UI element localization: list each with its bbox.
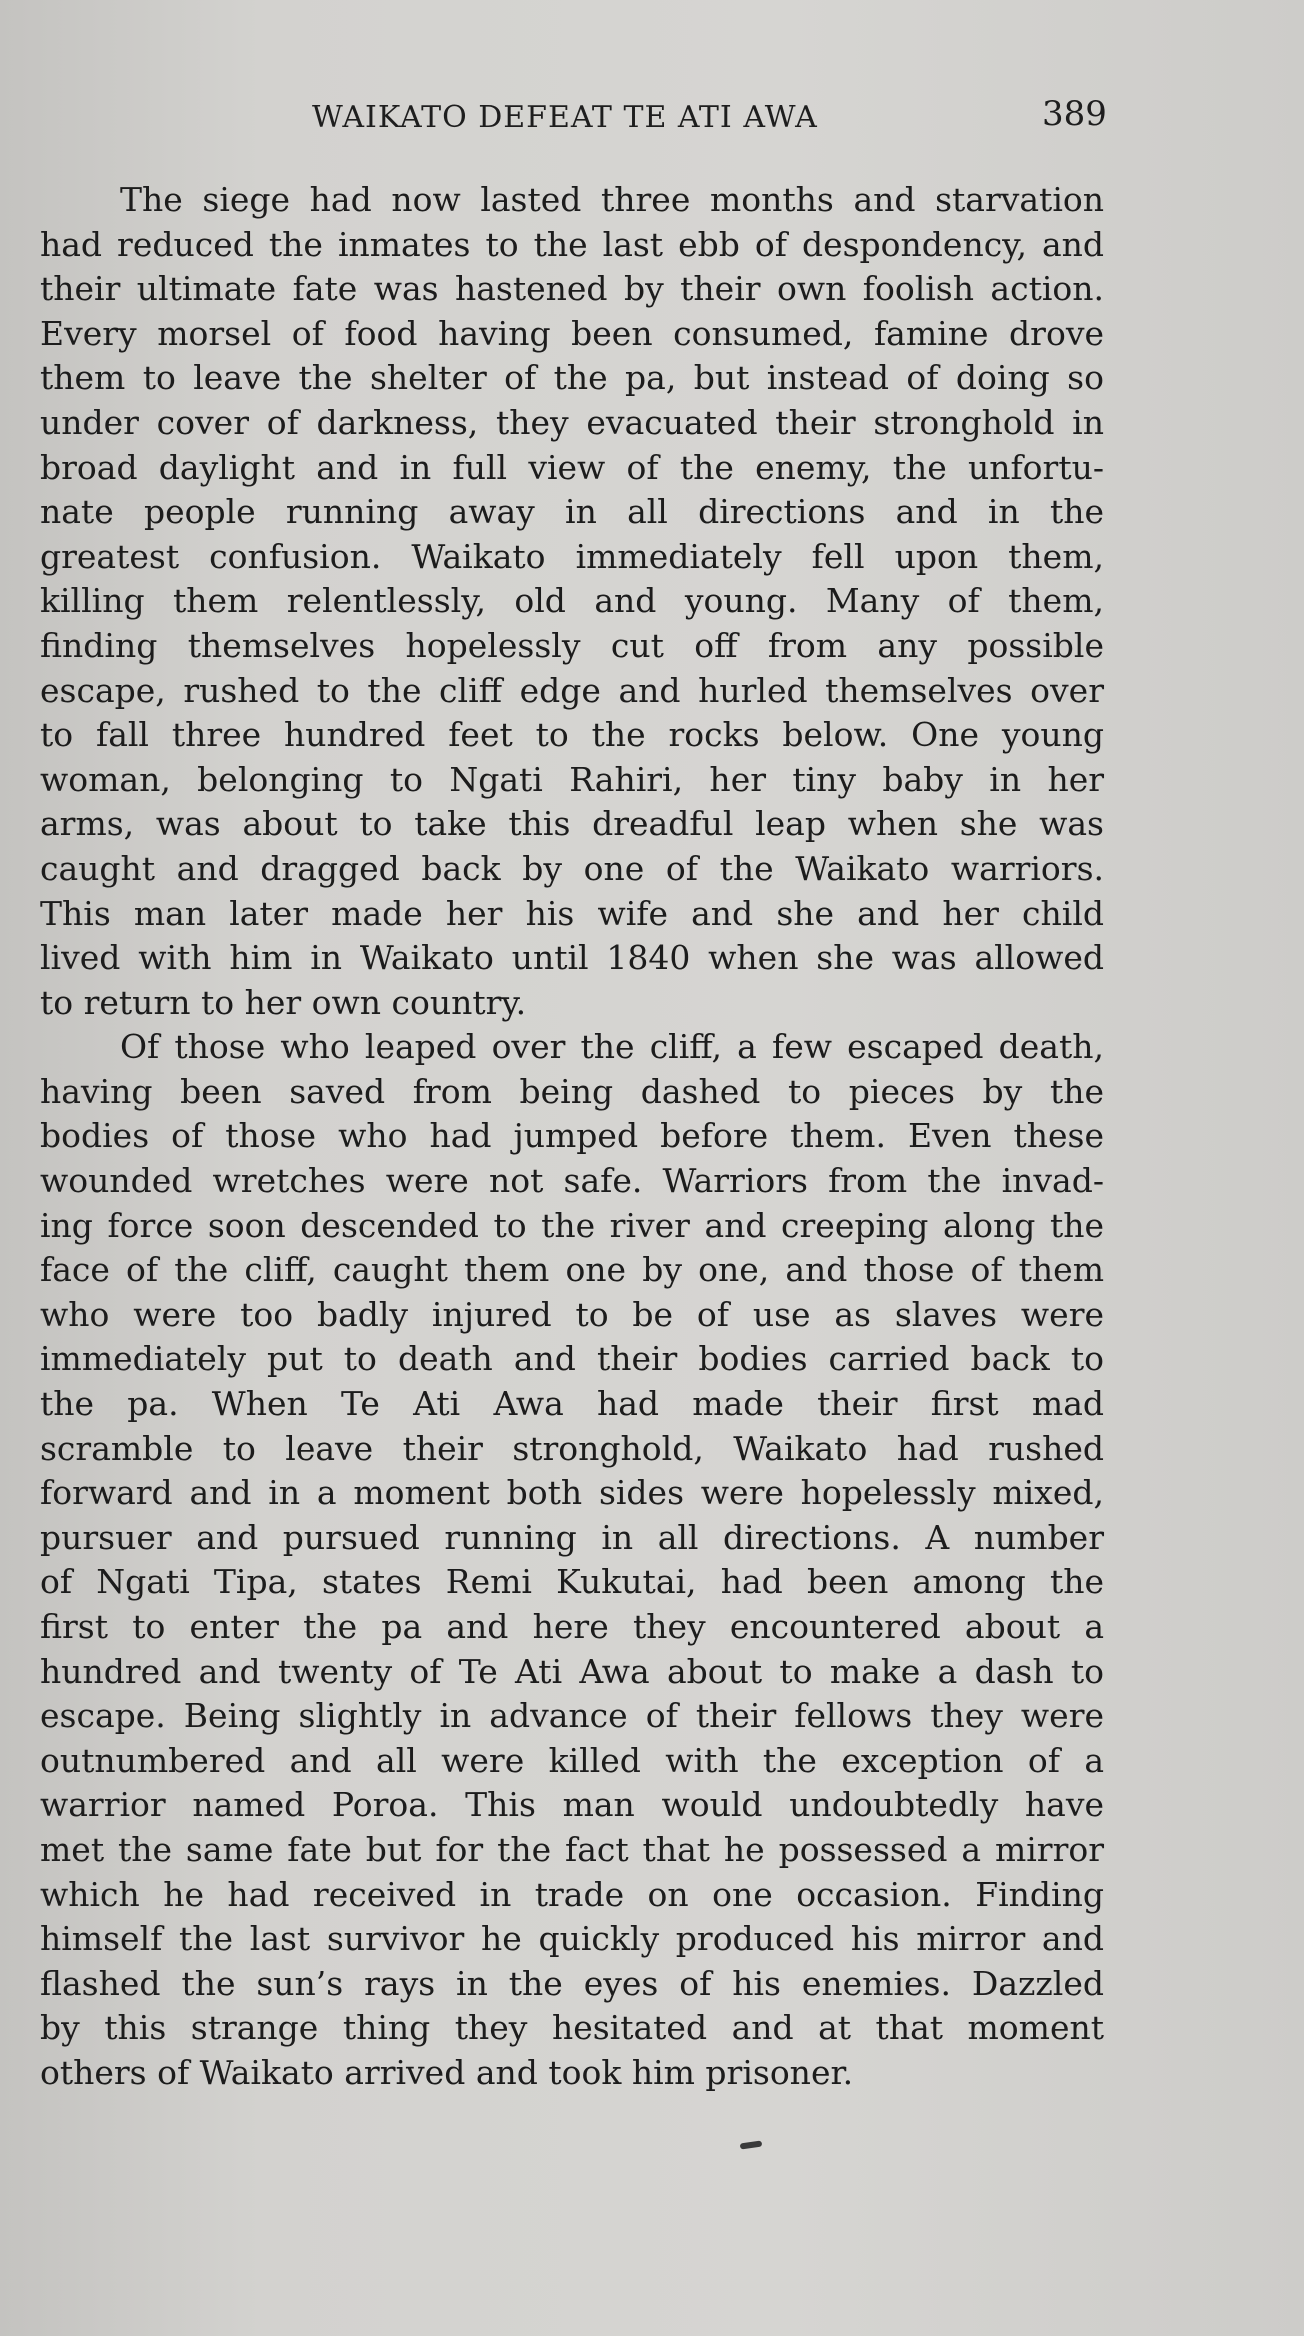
text-line: killing them relentlessly, old and young. Many of them, (40, 581, 1104, 621)
text-line: flashed the sun’s rays in the eyes of his enemies. Dazzled (40, 1963, 1104, 2003)
text-line: The siege had now lasted three months and starvation (120, 180, 1104, 219)
text-line: which he had received in trade on one occasion. Finding (40, 1874, 1104, 1914)
text-line: finding themselves hopelessly cut off from any possible (40, 625, 1104, 665)
text-line: ing force soon descended to the river and creeping along the (40, 1205, 1104, 1245)
text-line: of Ngati Tipa, states Remi Kukutai, had been among the (40, 1562, 1104, 1602)
text-line: Every morsel of food having been consumed, famine drove (40, 313, 1104, 353)
text-line: outnumbered and all were killed with the exception of a (40, 1740, 1104, 1780)
text-line: arms, was about to take this dreadful leap when she was (40, 804, 1104, 844)
text-line: their ultimate fate was hastened by their own foolish action. (40, 269, 1104, 309)
text-line: hundred and twenty of Te Ati Awa about to make a dash to (40, 1651, 1104, 1691)
text-line: to fall three hundred feet to the rocks below. One young (40, 715, 1104, 755)
text-line: the pa. When Te Ati Awa had made their first mad (40, 1384, 1104, 1424)
text-line: immediately put to death and their bodies carried back to (40, 1339, 1104, 1379)
body-text (40, 178, 1104, 2096)
ink-mark (740, 2140, 763, 2149)
text-line: having been saved from being dashed to pieces by the (40, 1071, 1104, 1111)
paragraph-2 (40, 1025, 1104, 2095)
text-line: forward and in a moment both sides were hopelessly mixed, (40, 1473, 1104, 1513)
text-line: scramble to leave their stronghold, Waikato had rushed (40, 1428, 1104, 1468)
text-line: nate people running away in all directions and in the (40, 492, 1104, 532)
text-line: under cover of darkness, they evacuated their stronghold in (40, 402, 1104, 442)
text-line: warrior named Poroa. This man would undoubtedly have (40, 1785, 1104, 1825)
text-line: to return to her own country. (40, 982, 527, 1022)
text-line: greatest confusion. Waikato immediately fell upon them, (40, 536, 1104, 576)
text-line: escape. Being slightly in advance of their fellows they were (40, 1696, 1104, 1736)
text-line: bodies of those who had jumped before them. Even these (40, 1116, 1104, 1156)
text-line: by this strange thing they hesitated and at that moment (40, 2008, 1104, 2048)
text-line: woman, belonging to Ngati Rahiri, her tiny baby in her (40, 759, 1104, 799)
text-line: wounded wretches were not safe. Warriors from the invad- (40, 1161, 1104, 1201)
page-header (0, 92, 1304, 142)
text-line: escape, rushed to the cliff edge and hurled themselves over (40, 670, 1104, 710)
text-line: lived with him in Waikato until 1840 when she was allowed (40, 938, 1104, 978)
page-number: 389 (1042, 94, 1107, 134)
text-line: caught and dragged back by one of the Waikato warriors. (40, 848, 1104, 888)
text-line: first to enter the pa and here they encountered about a (40, 1607, 1104, 1646)
text-line: had reduced the inmates to the last ebb of despondency, and (40, 224, 1104, 264)
text-line: them to leave the shelter of the pa, but instead of doing so (40, 358, 1104, 398)
paragraph-1 (40, 178, 1104, 1025)
text-line: who were too badly injured to be of use as slaves were (40, 1294, 1104, 1334)
text-line: met the same fate but for the fact that he possessed a mirror (40, 1829, 1104, 1869)
text-line: pursuer and pursued running in all directions. A number (40, 1517, 1104, 1557)
running-head: WAIKATO DEFEAT TE ATI AWA (312, 100, 818, 135)
text-line: face of the cliff, caught them one by one, and those of them (40, 1250, 1104, 1290)
text-line: This man later made her his wife and she and her child (40, 893, 1104, 933)
text-line: Of those who leaped over the cliff, a few escaped death, (120, 1027, 1104, 1067)
text-line: others of Waikato arrived and took him prisoner. (40, 2052, 854, 2092)
text-line: broad daylight and in full view of the enemy, the unfortu- (40, 447, 1104, 487)
text-line: himself the last survivor he quickly produced his mirror and (40, 1919, 1104, 1959)
